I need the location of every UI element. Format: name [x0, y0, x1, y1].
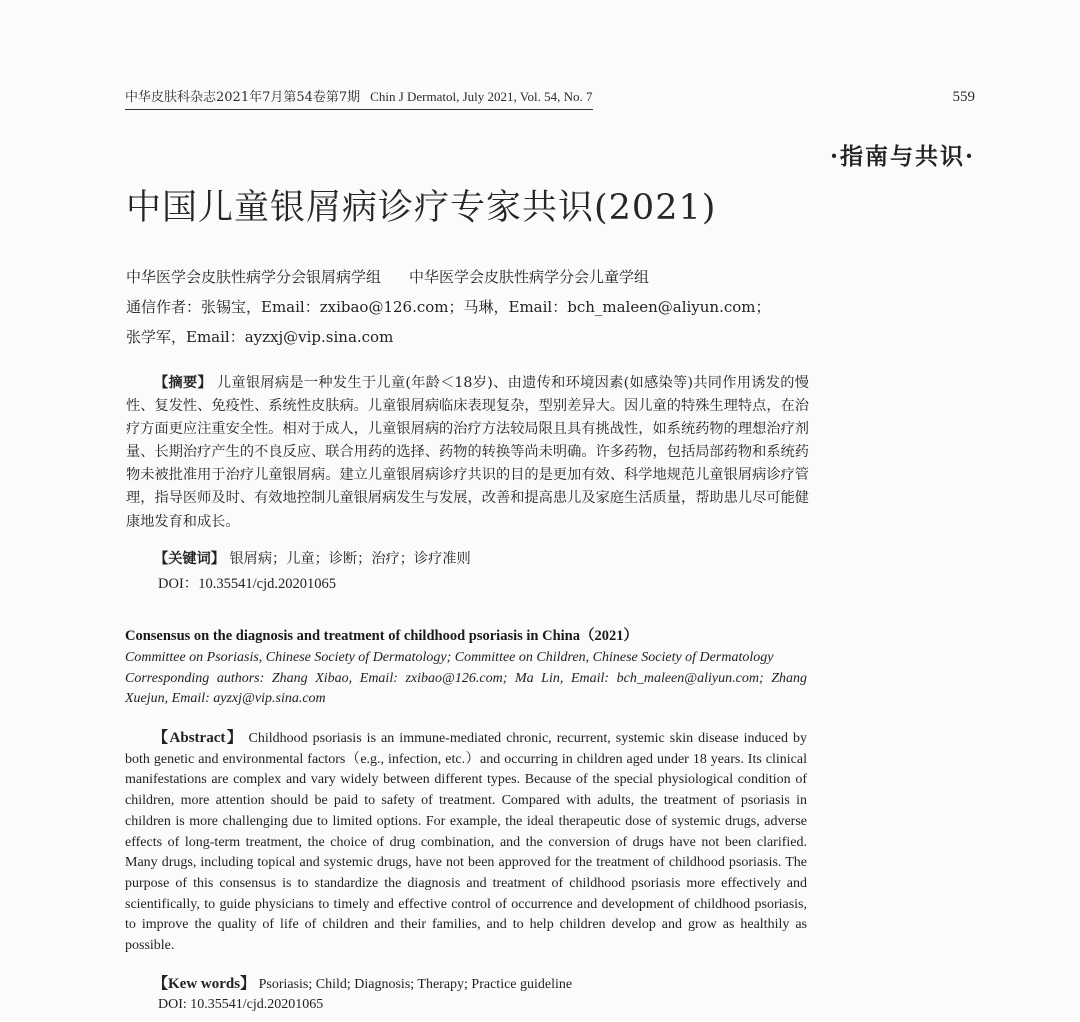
abstract-cn-text: 儿童银屑病是一种发生于儿童(年龄＜18岁)、由遗传和环境因素(如感染等)共同作用诱发的慢性、复发性、免疫性、系统性皮肤病。儿童银屑病临床表现复杂，型别差异大。因儿童的特殊生理特点，在治疗方面更应注重安全性。相对于成人，儿童银屑病的治疗方法较局限且具有挑战性，如系统药物的理想治疗剂量、长期治疗产生的不良反应、联合用药的选择、药物的转换等尚未明确。许多药物，包括局部药物和系统药物未被批准用于治疗儿童银屑病。建立儿童银屑病诊疗共识的目的是更加有效、科学地规范儿童银屑病诊疗管理，指导医师及时、有效地控制儿童银屑病发生与发展，改善和提高患儿及家庭生活质量，帮助患儿尽可能健康地发育和成长。 — [126, 375, 809, 530]
journal-name-en: Chin J Dermatol, July 2021, Vol. 54, No. 7 — [370, 89, 593, 104]
keywords-en-text: Psoriasis; Child; Diagnosis; Therapy; Practice guideline — [258, 977, 573, 992]
keywords-cn-label: 【关键词】 — [154, 551, 225, 567]
organization-2: 中华医学会皮肤性病学分会儿童学组 — [409, 268, 650, 286]
keywords-cn-text: 银屑病；儿童；诊断；治疗；诊疗准则 — [229, 551, 471, 567]
committees-en: Committee on Psoriasis, Chinese Society of Dermatology; Committee on Children, Chinese Society of Dermatology — [125, 650, 774, 665]
article-title-en: Consensus on the diagnosis and treatment of childhood psoriasis in China（2021） — [125, 628, 638, 644]
column-tag: ·指南与共识· — [829, 143, 975, 170]
journal-name-cn: 中华皮肤科杂志2021年7月第54卷第7期 — [125, 90, 361, 105]
authors-en — [125, 648, 807, 710]
abstract-en-text: Childhood psoriasis is an immune-mediated chronic, recurrent, systemic skin disease induced by both genetic and environmental factors（e.g., infection, etc.）and occurring in children aged under 18 years. Its clinical manifestations are complex and vary widely between different types. Because of the special physiological condition of children, more attention should be paid to safety of treatment. Compared with adults, the treatment of psoriasis in children is more challenging due to limited options. For example, the ideal therapeutic dose of systemic drugs, adverse effects of long-term treatment, the choice of drug combination, and the conversion of drugs have not been clarified. Many drugs, including topical and systemic drugs, have not been approved for the treatment of childhood psoriasis. The purpose of this consensus is to standardize the diagnosis and treatment of childhood psoriasis more effectively and scientifically, to guide physicians to timely and effective control of occurrence and development of childhood psoriasis, to improve the quality of life of children and their families, and to help children develop and grow as healthily as possible. — [125, 731, 807, 954]
keywords-en-label: 【Kew words】 — [153, 976, 256, 992]
correspondence-cn-line-2: 张学军，Email：ayzxj@vip.sina.com — [126, 328, 394, 346]
organization-1: 中华医学会皮肤性病学分会银屑病学组 — [126, 268, 382, 286]
abstract-en — [125, 728, 807, 957]
authors-cn — [126, 262, 826, 352]
page-number: 559 — [952, 89, 975, 105]
article-title-cn: 中国儿童银屑病诊疗专家共识(2021) — [126, 188, 717, 228]
abstract-en-label: 【Abstract】 — [153, 730, 244, 746]
correspondence-en: Corresponding authors: Zhang Xibao, Email: zxibao@126.com; Ma Lin, Email: bch_maleen@aliyun.com; Zhang Xuejun, Email: ayzxj@vip.sina.com — [125, 670, 807, 706]
keywords-cn — [154, 548, 471, 570]
correspondence-cn-line-1: 通信作者：张锡宝，Email：zxibao@126.com；马琳，Email：bch_maleen@aliyun.com； — [126, 298, 771, 316]
abstract-cn-label: 【摘要】 — [154, 375, 213, 391]
journal-citation — [125, 88, 593, 110]
doi-en: DOI: 10.35541/cjd.20201065 — [158, 997, 324, 1012]
doi-cn: DOI：10.35541/cjd.20201065 — [158, 576, 337, 592]
running-head — [125, 88, 975, 110]
organizations-cn — [126, 262, 826, 292]
abstract-cn — [126, 372, 809, 534]
keywords-en — [153, 974, 572, 995]
